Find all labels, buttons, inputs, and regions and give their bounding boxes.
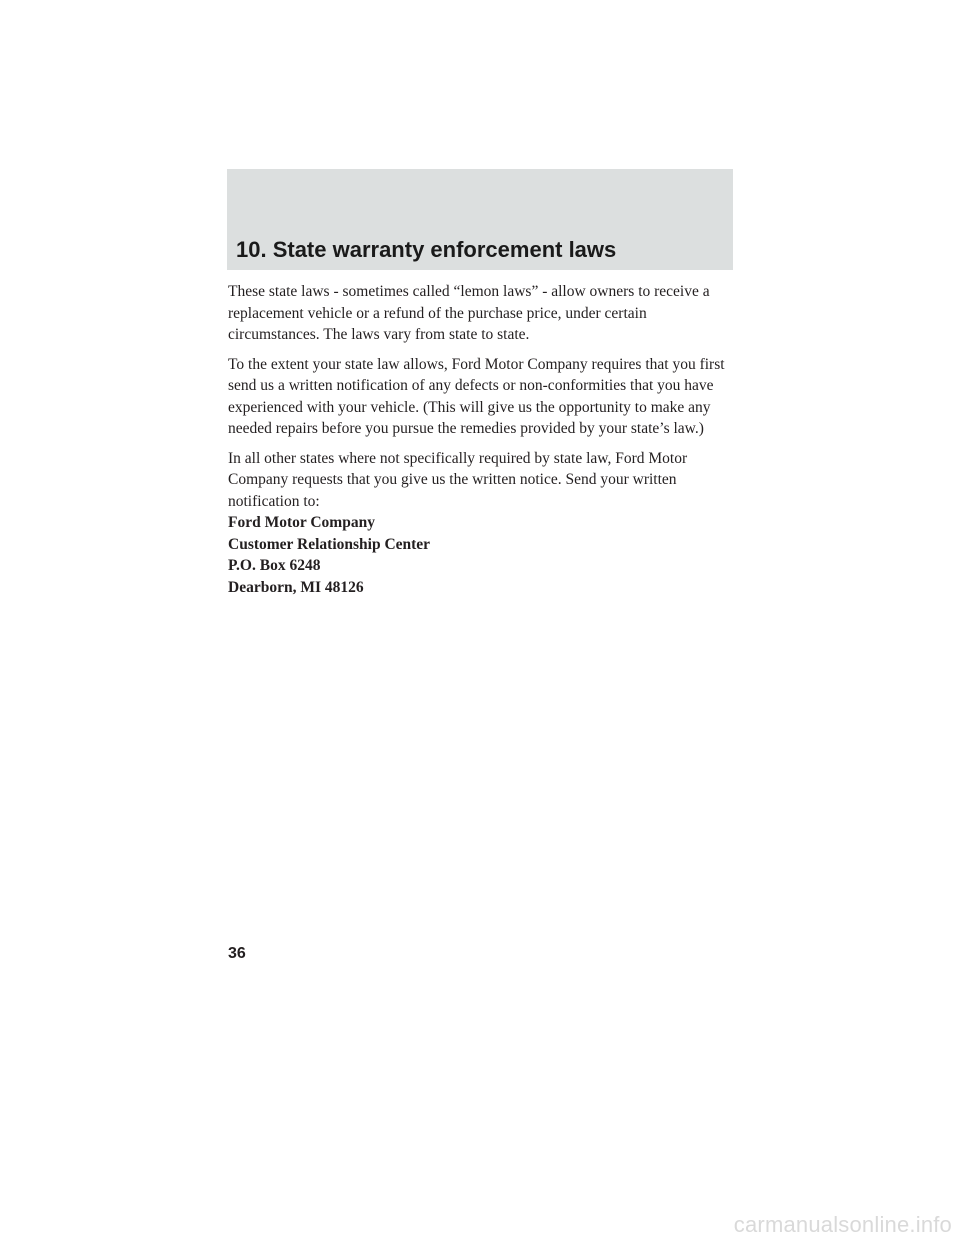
- watermark-text: carmanualsonline.info: [733, 1212, 952, 1237]
- address-po-box: P.O. Box 6248: [228, 557, 321, 574]
- address-company: Ford Motor Company: [228, 514, 375, 531]
- paragraph-notification-requirement: To the extent your state law allows, Ford Motor Company requires that you first send us a written notification of any defects or non-conformities that you have experienced with your vehicle. (This will give us the opportunity to make any needed repairs before you pursue the remedies provided by your state’s law.): [228, 355, 725, 437]
- section-header-band: [227, 169, 733, 270]
- page-number: 36: [228, 945, 246, 962]
- address-department: Customer Relationship Center: [228, 535, 431, 553]
- paragraph-lemon-laws: These state laws - sometimes called “lemon laws” - allow owners to receive a replacement vehicle or a refund of the purchase price, under certain circumstances. The laws vary from state to state.: [228, 283, 710, 343]
- body-content: [228, 281, 734, 598]
- address-city-state-zip: Dearborn, MI 48126: [228, 578, 364, 596]
- mailing-address: [228, 512, 734, 598]
- paragraph-other-states: In all other states where not specifically required by state law, Ford Motor Company requests that you give us the written notice. Send your written notification to:: [228, 449, 688, 510]
- section-title: 10. State warranty enforcement laws: [236, 237, 617, 262]
